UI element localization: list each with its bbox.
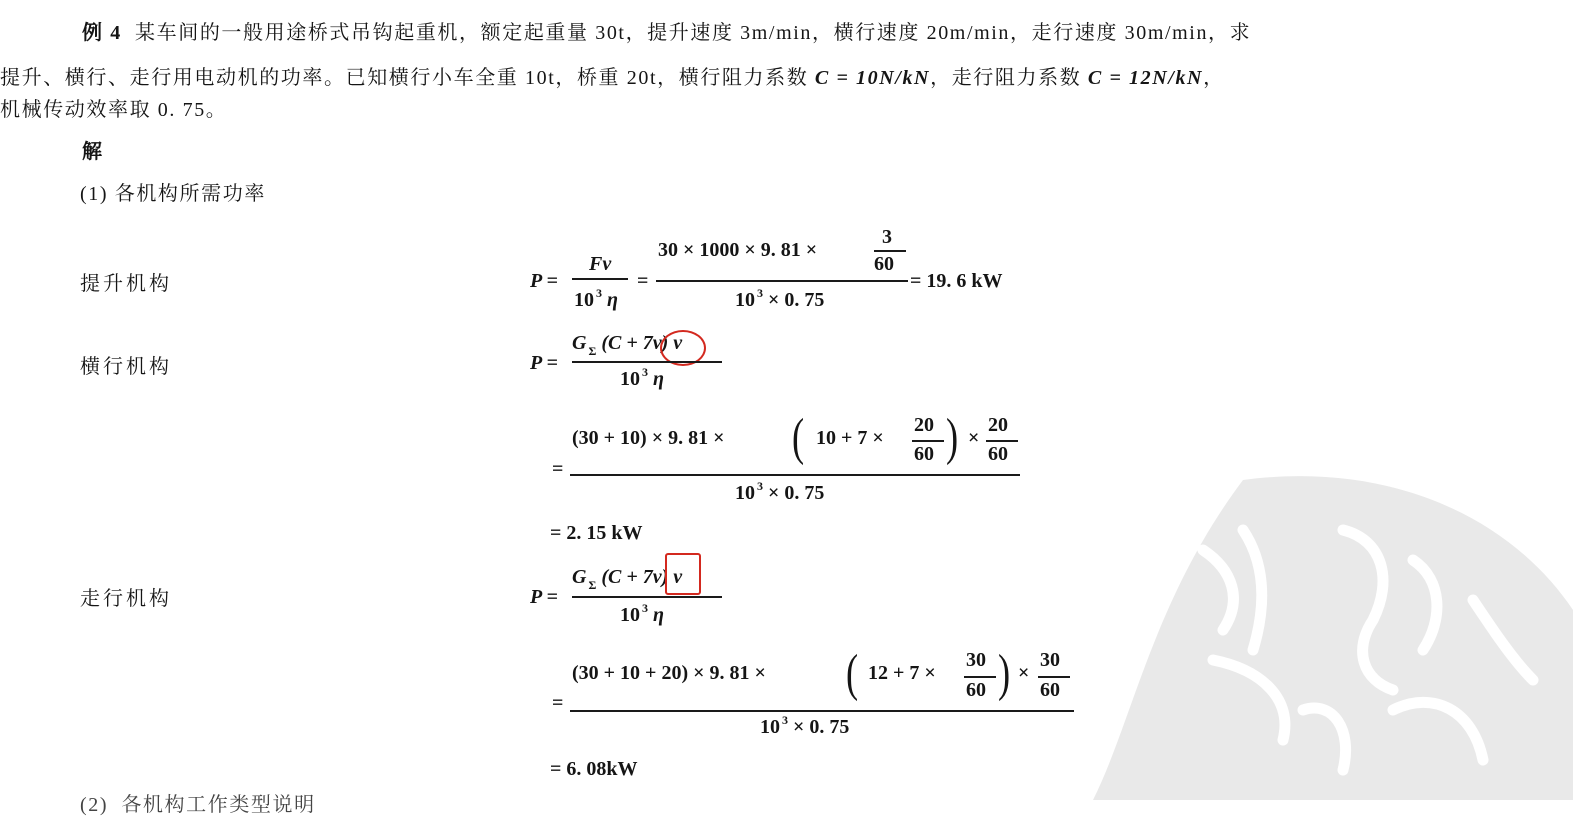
problem-line-1 [82,16,1251,45]
travel-line2-c: × [1018,662,1030,684]
travel-f2-bot: 60 [1040,679,1060,701]
travel-label: 走行机构 [80,588,172,610]
problem-text-1: 某车间的一般用途桥式吊钩起重机，额定起重量 30t，提升速度 3m/min，横行速度 20m/min，走行速度 30m/min，求 [135,22,1252,44]
traverse-den: 10 $^3$ η [620,365,664,390]
problem-line-3: 机械传动效率取 0. 75。 [0,99,228,121]
traverse-paren-close: ) [946,409,959,466]
travel-fraction-bar-1 [572,596,722,598]
traverse-fraction-bar-2 [570,474,1020,476]
watermark-stamp [1093,460,1573,800]
coef-travel: C = 12N/kN [1087,67,1204,89]
section-2-heading-partial: (2) 各机构工作类型说明 [80,794,316,816]
traverse-result: = 2. 15 kW [550,522,643,544]
travel-paren-close: ) [998,645,1011,702]
hoist-den2: 10 $^3$ × 0. 75 [735,286,825,311]
traverse-label: 横行机构 [80,356,172,378]
traverse-paren-open: ( [792,409,805,466]
traverse-eq: = [552,458,564,480]
problem-text-2b: ，走行阻力系数 [930,67,1088,89]
traverse-line2-c: × [968,427,980,449]
travel-fraction-bar-2 [570,710,1074,712]
travel-result: = 6. 08kW [550,758,638,780]
hoist-num1: Fv [589,253,612,275]
traverse-num: G $_\Sigma$ (C + 7v) v [572,332,683,358]
travel-line2-b: 12 + 7 × [868,662,936,684]
travel-eq: = [552,692,564,714]
travel-f1-bot: 60 [966,679,986,701]
hoist-result: = 19. 6 kW [910,270,1003,292]
travel-annotated-term: 7v [642,566,662,588]
travel-num: G $_\Sigma$ (C + 7v) v [572,566,683,592]
travel-paren-open: ( [846,645,859,702]
red-box-annotation [665,553,701,595]
travel-f1-top: 30 [966,649,986,671]
travel-f2-top: 30 [1040,649,1060,671]
travel-line2-a: (30 + 10 + 20) × 9. 81 × [572,662,766,684]
hoist-inner-bar [874,250,906,252]
problem-text-2c: ， [1203,67,1225,89]
traverse-f2-top: 20 [988,414,1008,436]
hoist-num2-frac-bot: 60 [874,253,894,275]
traverse-annotated-term: 7v [642,332,662,354]
traverse-f2-bar [986,440,1018,442]
hoist-fraction-bar-1 [572,278,628,280]
travel-p: P = [530,586,558,608]
hoist-num2-frac-top: 3 [882,226,892,248]
travel-f2-bar [1038,676,1070,678]
traverse-f2-bot: 60 [988,443,1008,465]
coef-traverse: C = 10N/kN [814,67,931,89]
traverse-p: P = [530,352,558,374]
problem-text-2a: 提升、横行、走行用电动机的功率。已知横行小车全重 10t，桥重 20t，横行阻力系数 [0,67,815,89]
hoist-p: P = [530,270,558,292]
problem-line-2 [0,61,1225,90]
traverse-den2: 10 $^3$ × 0. 75 [735,479,825,504]
hoist-den1: 10 $^3$ η [574,286,618,311]
traverse-f1-bar [912,440,944,442]
traverse-f1-top: 20 [914,414,934,436]
hoist-num2: 30 × 1000 × 9. 81 × [658,239,818,261]
hoist-fraction-bar-2 [656,280,908,282]
traverse-f1-bot: 60 [914,443,934,465]
solution-heading: 解 [82,141,104,163]
section-1-heading: (1) 各机构所需功率 [80,183,266,205]
travel-den2: 10 $^3$ × 0. 75 [760,713,850,738]
travel-f1-bar [964,676,996,678]
example-tag: 例 4 [82,22,122,44]
traverse-line2-b: 10 + 7 × [816,427,884,449]
hoist-label: 提升机构 [80,273,172,295]
hoist-eq: = [637,270,649,292]
traverse-fraction-bar-1 [572,361,722,363]
travel-den: 10 $^3$ η [620,601,664,626]
traverse-line2-a: (30 + 10) × 9. 81 × [572,427,725,449]
